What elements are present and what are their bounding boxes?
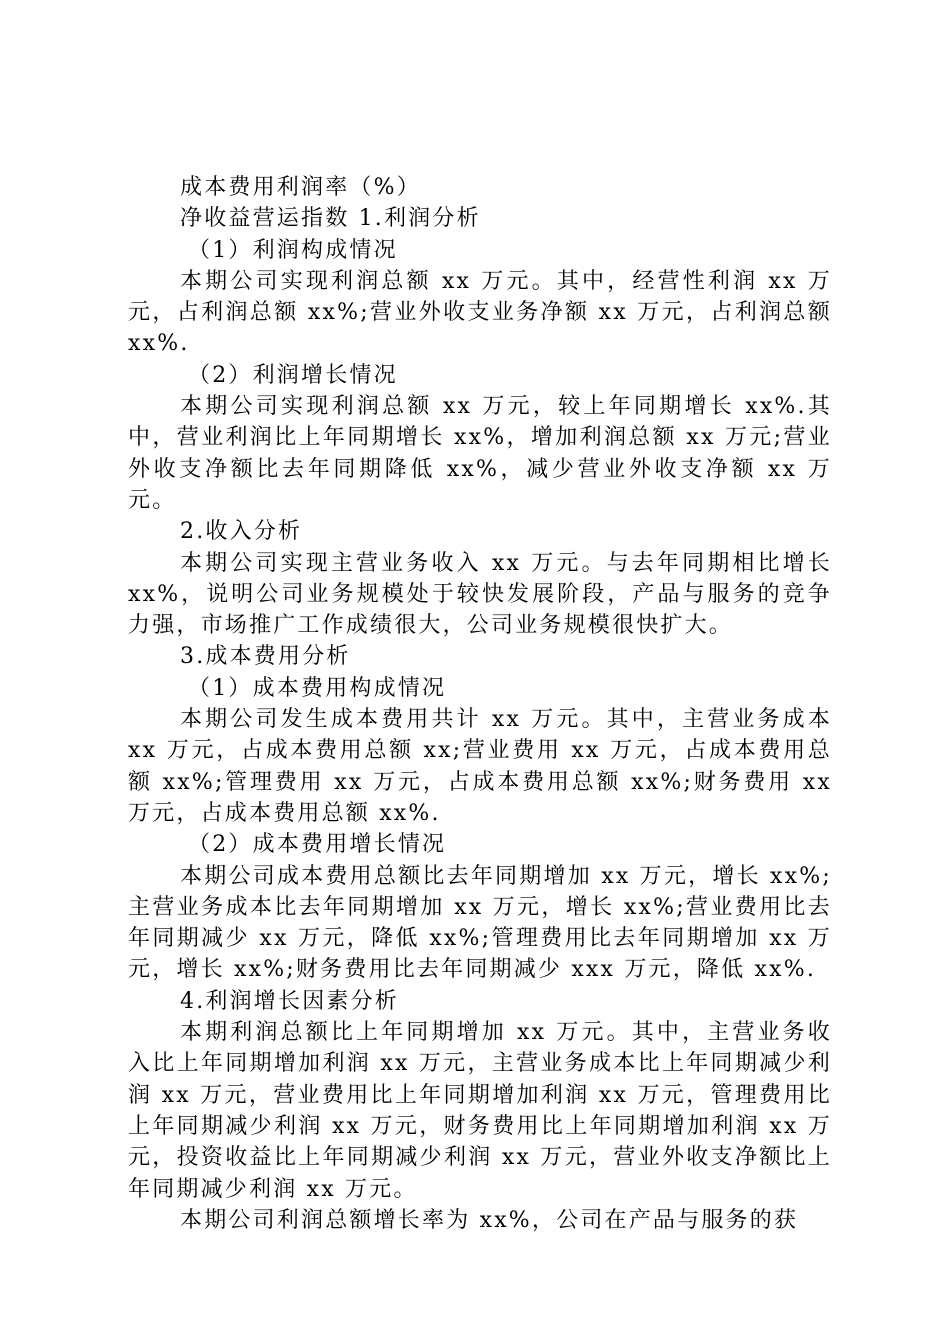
document-body (128, 172, 832, 1236)
heading-profit-growth: （2）利润增长情况 (188, 362, 398, 388)
heading-cost-composition: （1）成本费用构成情况 (188, 675, 447, 701)
paragraph-cost-composition: 本期公司发生成本费用共计 xx 万元。其中，主营业务成本 xx 万元，占成本费用总额 xx;营业费用 xx 万元，占成本费用总额 xx%;管理费用 xx 万元，占成本费用总额 xx%;财务费用 xx 万元，占成本费用总额 xx%. (128, 707, 832, 826)
paragraph-net-income-index: 净收益营运指数 1.利润分析 (180, 206, 481, 232)
paragraph-cost-growth: 本期公司成本费用总额比去年同期增加 xx 万元，增长 xx%;主营业务成本比去年同期增加 xx 万元，增长 xx%;营业费用比去年同期减少 xx 万元，降低 xx%;管理费用比去年同期增加 xx 万元，增长 xx%;财务费用比去年同期减少 xxx 万元，降低 xx%. (128, 863, 832, 983)
heading-revenue-analysis: 2.收入分析 (180, 519, 303, 545)
heading-profit-composition: （1）利润构成情况 (188, 237, 398, 263)
paragraph-revenue-analysis: 本期公司实现主营业务收入 xx 万元。与去年同期相比增长 xx%，说明公司业务规模处于较快发展阶段，产品与服务的竞争力强，市场推广工作成绩很大，公司业务规模很快扩大。 (128, 550, 832, 639)
paragraph-profit-growth: 本期公司实现利润总额 xx 万元，较上年同期增长 xx%.其中，营业利润比上年同期增长 xx%，增加利润总额 xx 万元;营业外收支净额比去年同期降低 xx%，减少营业外收支净额 xx 万元。 (128, 394, 832, 513)
heading-profit-factors: 4.利润增长因素分析 (180, 988, 399, 1014)
heading-cost-growth: （2）成本费用增长情况 (188, 832, 447, 858)
paragraph-growth-rate: 本期公司利润总额增长率为 xx%，公司在产品与服务的获 (180, 1207, 799, 1233)
heading-cost-analysis: 3.成本费用分析 (180, 644, 351, 670)
paragraph-cost-profit-ratio: 成本费用利润率（%） (180, 175, 421, 200)
paragraph-profit-factors: 本期利润总额比上年同期增加 xx 万元。其中，主营业务收入比上年同期增加利润 xx 万元，主营业务成本比上年同期减少利润 xx 万元，营业费用比上年同期增加利润 xx 万元，管理费用比上年同期减少利润 xx 万元，财务费用比上年同期增加利润 xx 万元，投资收益比上年同期减少利润 xx 万元，营业外收支净额比上年同期减少利润 xx 万元。 (128, 1020, 832, 1202)
paragraph-profit-composition: 本期公司实现利润总额 xx 万元。其中，经营性利润 xx 万元，占利润总额 xx%;营业外收支业务净额 xx 万元，占利润总额 xx%. (128, 268, 832, 357)
